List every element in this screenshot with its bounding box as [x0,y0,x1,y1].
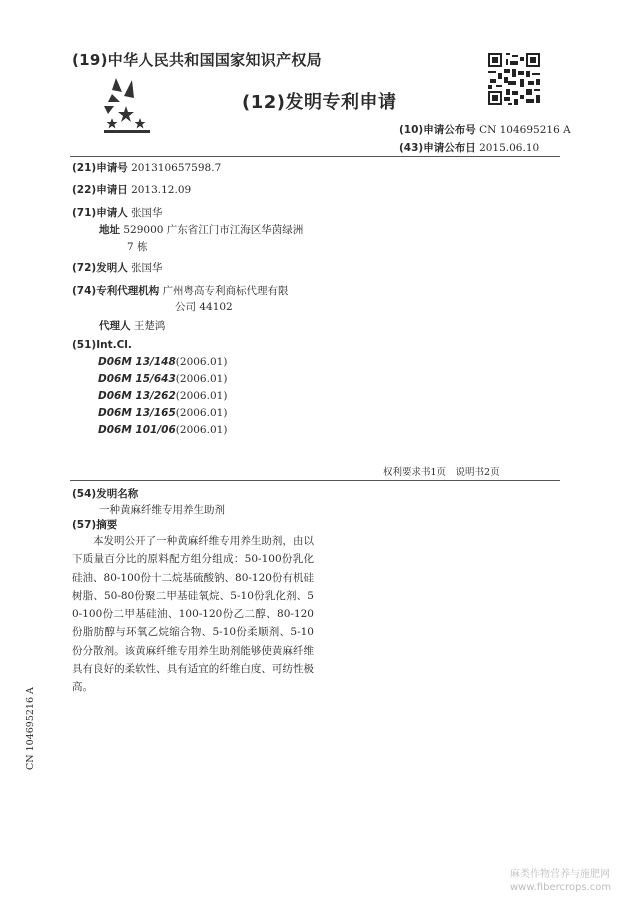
header-divider [70,156,560,157]
publication-number [399,122,571,137]
ipc-code: D06M 101/06 [98,424,176,436]
ipc-entry [98,356,227,368]
publication-number-label: (10)申请公布号 [399,124,476,136]
abstract-label: (57)摘要 [72,519,118,531]
site-watermark [510,868,611,894]
ipc-entry [98,373,227,385]
invention-title-label: (54)发明名称 [72,488,139,500]
side-publication-number: CN 104695216 A [25,687,36,770]
watermark-line-2: www.fibercrops.com [510,882,612,893]
cnipa-emblem-icon [98,72,158,136]
patent-agency [72,283,289,298]
address [99,222,303,237]
abstract-text: 本发明公开了一种黄麻纤维专用养生助剂，由以下质量百分比的原料配方组分组成：50-100份乳化硅油、80-100份十二烷基硫酸钠、80-120份有机硅树脂、50-80份聚二甲基硅氧烷、5-10份乳化剂、50-100份二甲基硅油、100-120份乙二醇、80-120份脂肪醇与环氧乙烷缩合物、5-10份柔顺剂、5-10份分散剂。该黄麻纤维专用养生助剂能够使黄麻纤维具有良好的柔软性、具有适宜的纤维白度、可纺性极高。 [72,535,314,694]
ipc-code: D06M 13/262 [98,390,176,402]
application-number-label: (21)申请号 [72,162,128,174]
ipc-entry [98,390,227,402]
address-line-2: 7 栋 [127,241,148,253]
ipc-version: (2006.01) [175,424,228,436]
ipc-entry [98,407,227,419]
patent-agency-line-1: 广州粤高专利商标代理有限 [162,285,289,297]
abstract-divider [70,480,560,481]
patent-agency-label: (74)专利代理机构 [72,285,160,297]
ipc-version: (2006.01) [175,407,228,419]
inventor [72,260,163,275]
applicant-label: (71)申请人 [72,207,128,219]
applicant [72,205,163,220]
ipc-version: (2006.01) [175,373,228,385]
authority-heading: (19)中华人民共和国国家知识产权局 [72,51,322,69]
invention-title: 一种黄麻纤维专用养生助剂 [99,504,225,516]
application-date-value: 2013.12.09 [131,184,192,196]
application-date [72,182,191,197]
application-number-value: 201310657598.7 [131,162,222,174]
agent-label: 代理人 [99,320,131,332]
publication-date-label: (43)申请公布日 [399,142,476,154]
application-date-label: (22)申请日 [72,184,128,196]
ipc-code: D06M 13/148 [98,356,176,368]
int-cl-label: (51)Int.Cl. [72,339,132,351]
patent-agency-line-2: 公司 44102 [175,301,233,313]
ipc-version: (2006.01) [175,390,228,402]
ipc-code: D06M 13/165 [98,407,176,419]
ipc-version: (2006.01) [175,356,228,368]
qr-code-icon [486,51,542,107]
document-type-heading: (12)发明专利申请 [242,92,397,113]
agent [99,318,165,333]
inventor-label: (72)发明人 [72,262,128,274]
address-line-1: 529000 广东省江门市江海区华茵绿洲 [123,224,304,236]
ipc-entry [98,424,227,436]
publication-date-value: 2015.06.10 [479,142,540,154]
publication-date [399,140,539,155]
applicant-value: 张国华 [131,207,163,219]
application-number [72,160,221,175]
address-label: 地址 [99,224,120,236]
pages-note: 权利要求书1页 说明书2页 [383,467,500,478]
ipc-code: D06M 15/643 [98,373,176,385]
inventor-value: 张国华 [131,262,163,274]
agent-value: 王楚鸿 [133,320,166,332]
watermark-line-1: 麻类作物营养与施肥网 [510,869,610,880]
publication-number-value: CN 104695216 A [479,124,571,136]
